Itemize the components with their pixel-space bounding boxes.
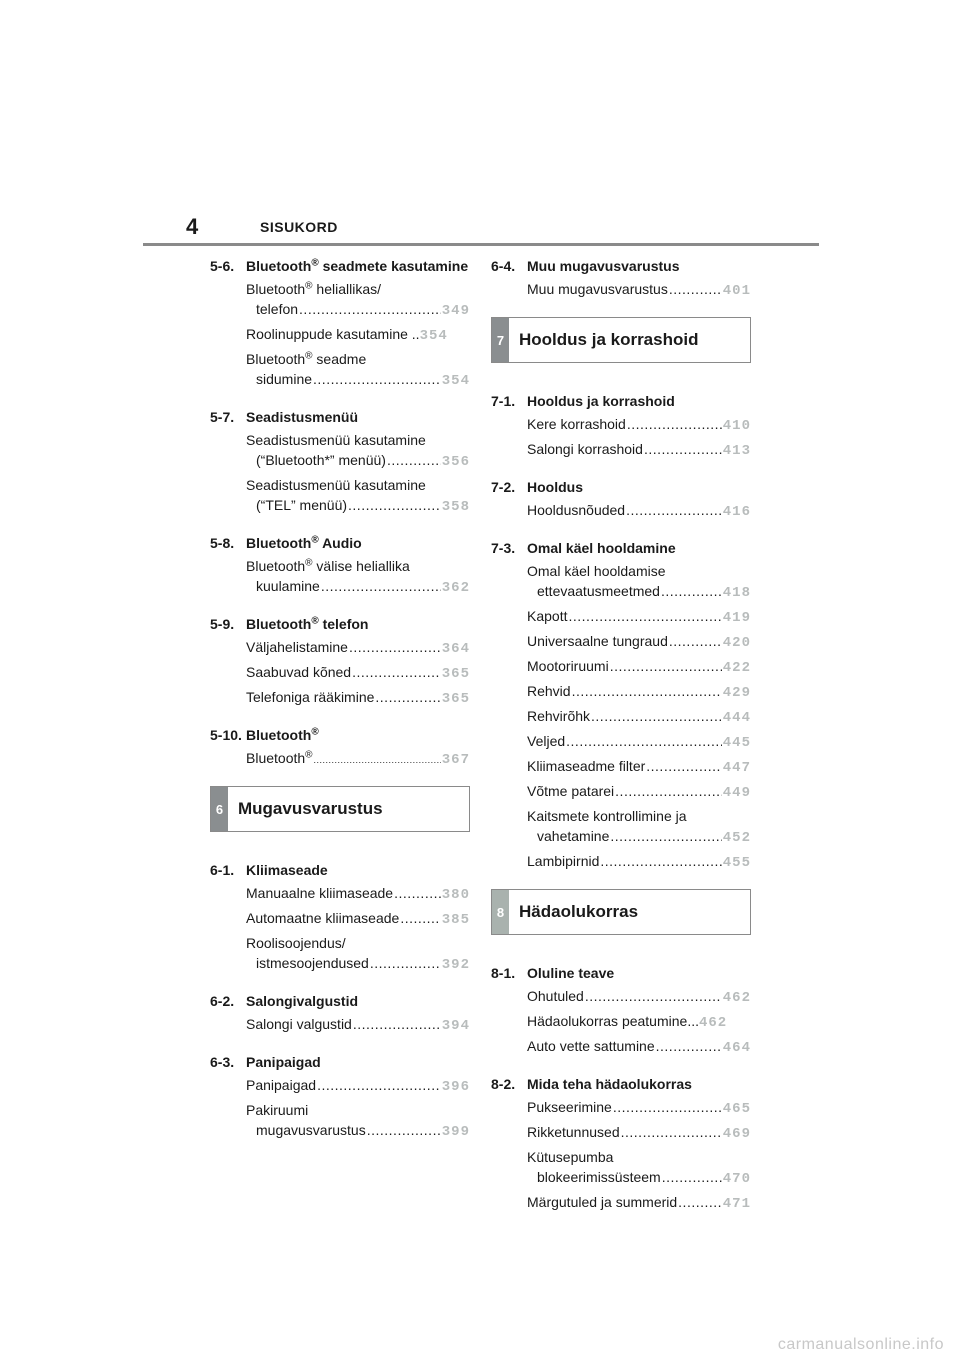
toc-entry[interactable]: Hädaolukorras peatumine... 462 — [527, 1013, 728, 1031]
toc-entry[interactable]: Kliimaseadme filter ..... 447 — [527, 756, 751, 778]
toc-entry[interactable]: Seadistusmenüü kasutamine (“TEL” menüü) ..... 358 — [246, 475, 470, 517]
page-ref: 429 — [722, 685, 751, 701]
section-heading: 5-8. Bluetooth® Audio — [210, 534, 362, 551]
page-ref: 449 — [722, 785, 751, 801]
page-ref: 462 — [722, 990, 751, 1006]
toc-entry[interactable]: Seadistusmenüü kasutamine (“Bluetooth*” menüü) ..... 356 — [246, 430, 470, 472]
section-heading: 7-3. Omal käel hooldamine — [491, 540, 676, 556]
page-ref: 396 — [441, 1079, 470, 1095]
toc-entry[interactable]: Muu mugavusvarustus ..... 401 — [527, 279, 751, 301]
page-ref: 392 — [441, 957, 470, 973]
page-ref: 364 — [441, 641, 470, 657]
chapter-8-box[interactable] — [491, 889, 751, 935]
page-ref: 410 — [722, 418, 751, 434]
toc-entry[interactable]: Salongi valgustid ..... 394 — [246, 1014, 470, 1036]
toc-entry[interactable]: Ohutuled ..... 462 — [527, 986, 751, 1008]
section-heading: 7-1. Hooldus ja korrashoid — [491, 393, 675, 409]
toc-entry[interactable]: Saabuvad kõned ..... 365 — [246, 662, 470, 684]
section-heading: 5-10. Bluetooth® — [210, 726, 319, 743]
toc-entry[interactable]: Lambipirnid ..... 455 — [527, 851, 751, 873]
toc-entry[interactable]: Pakiruumi mugavusvarustus ..... 399 — [246, 1100, 470, 1142]
chapter-tab: 6 — [211, 787, 228, 831]
toc-entry[interactable]: Omal käel hooldamise ettevaatusmeetmed ..... 418 — [527, 561, 751, 603]
toc-entry[interactable]: Kütusepumba blokeerimissüsteem ..... 470 — [527, 1147, 751, 1189]
toc-entry[interactable]: Telefoniga rääkimine ..... 365 — [246, 687, 470, 709]
toc-entry[interactable]: Märgutuled ja summerid ..... 471 — [527, 1192, 751, 1214]
section-heading: 5-9. Bluetooth® telefon — [210, 615, 369, 632]
chapter-title: Hädaolukorras — [519, 902, 639, 921]
toc-entry[interactable]: Hooldusnõuded ..... 416 — [527, 500, 751, 522]
page-ref: 367 — [441, 752, 470, 768]
page-ref: 462 — [699, 1015, 728, 1031]
toc-entry[interactable]: Manuaalne kliimaseade ..... 380 — [246, 883, 470, 905]
page-ref: 469 — [722, 1126, 751, 1142]
page-ref: 399 — [441, 1124, 470, 1140]
page-ref: 445 — [722, 735, 751, 751]
section-heading: 8-2. Mida teha hädaolukorras — [491, 1076, 692, 1092]
page-ref: 416 — [722, 504, 751, 520]
toc-entry[interactable]: Rehvid ..... 429 — [527, 681, 751, 703]
page-ref: 422 — [722, 660, 751, 676]
page-ref: 365 — [441, 666, 470, 682]
section-heading: 5-7. Seadistusmenüü — [210, 409, 359, 425]
toc-entry[interactable]: Automaatne kliimaseade ..... 385 — [246, 908, 470, 930]
chapter-tab: 8 — [492, 890, 509, 934]
header-title: SISUKORD — [260, 219, 338, 235]
page-ref: 444 — [722, 710, 751, 726]
page-number: 4 — [186, 214, 199, 239]
toc-entry[interactable]: Rehvirõhk ..... 444 — [527, 706, 751, 728]
toc-entry[interactable]: Kaitsmete kontrollimine ja vahetamine ..... 452 — [527, 806, 751, 848]
chapter-title: Hooldus ja korrashoid — [519, 330, 699, 349]
chapter-tab: 7 — [492, 318, 509, 362]
toc-entry[interactable]: Kere korrashoid ..... 410 — [527, 414, 751, 436]
section-heading: 7-2. Hooldus — [491, 479, 583, 495]
page-ref: 419 — [722, 610, 751, 626]
toc-entry[interactable]: Pukseerimine ..... 465 — [527, 1097, 751, 1119]
toc-entry[interactable]: Auto vette sattumine ..... 464 — [527, 1036, 751, 1058]
toc-entry[interactable]: Universaalne tungraud ..... 420 — [527, 631, 751, 653]
toc-entry[interactable]: Veljed ..... 445 — [527, 731, 751, 753]
toc-entry[interactable]: Võtme patarei ..... 449 — [527, 781, 751, 803]
page-ref: 385 — [441, 912, 470, 928]
page-ref: 349 — [441, 303, 470, 319]
page-ref: 354 — [441, 373, 470, 389]
page-ref: 394 — [441, 1018, 470, 1034]
page-ref: 447 — [722, 760, 751, 776]
page-ref: 470 — [722, 1171, 751, 1187]
section-heading: 5-6. Bluetooth® seadmete kasutamine — [210, 257, 469, 274]
header-divider — [143, 243, 819, 246]
toc-entry[interactable]: Roolisoojendus/ istmesoojendused ..... 392 — [246, 933, 470, 975]
page-ref: 356 — [441, 454, 470, 470]
watermark: carmanualsonline.info — [777, 1336, 944, 1353]
page-ref: 420 — [722, 635, 751, 651]
page-ref: 464 — [722, 1040, 751, 1056]
toc-entry[interactable]: Panipaigad ..... 396 — [246, 1075, 470, 1097]
toc-entry[interactable]: Bluetooth® seadme sidumine ..... 354 — [246, 349, 470, 391]
page-ref: 413 — [722, 443, 751, 459]
page-header — [0, 0, 960, 250]
toc-column-right — [491, 256, 751, 1214]
toc-column-left — [210, 256, 470, 1142]
page-ref: 354 — [419, 328, 448, 344]
section-heading: 6-4. Muu mugavusvarustus — [491, 258, 680, 274]
toc-entry[interactable]: Väljahelistamine ..... 364 — [246, 637, 470, 659]
page-ref: 418 — [722, 585, 751, 601]
toc-entry[interactable]: Mootoriruumi ..... 422 — [527, 656, 751, 678]
page-ref: 465 — [722, 1101, 751, 1117]
page-ref: 452 — [722, 830, 751, 846]
section-heading: 6-2. Salongivalgustid — [210, 993, 359, 1009]
toc-entry[interactable]: Roolinuppude kasutamine .. 354 — [246, 326, 448, 344]
toc-entry[interactable]: Bluetooth® heliallikas/ telefon ..... 349 — [246, 279, 470, 321]
chapter-7-box[interactable] — [491, 317, 751, 363]
toc-entry[interactable]: Kapott ..... 419 — [527, 606, 751, 628]
toc-entry[interactable]: Bluetooth® ..... 367 — [246, 748, 470, 770]
page-ref: 365 — [441, 691, 470, 707]
toc-entry[interactable]: Rikketunnused ..... 469 — [527, 1122, 751, 1144]
page-ref: 358 — [441, 499, 470, 515]
page-ref: 471 — [722, 1196, 751, 1212]
toc-entry[interactable]: Bluetooth® välise heliallika kuulamine ..... 362 — [246, 556, 470, 598]
section-heading: 6-3. Panipaigad — [210, 1054, 321, 1070]
section-heading: 6-1. Kliimaseade — [210, 862, 328, 878]
section-heading: 8-1. Oluline teave — [491, 965, 615, 981]
page-ref: 401 — [722, 283, 751, 299]
chapter-6-box[interactable] — [210, 786, 470, 832]
page-ref: 455 — [722, 855, 751, 871]
page-ref: 362 — [441, 580, 470, 596]
toc-entry[interactable]: Salongi korrashoid ..... 413 — [527, 439, 751, 461]
page-ref: 380 — [441, 887, 470, 903]
chapter-title: Mugavusvarustus — [238, 799, 383, 818]
